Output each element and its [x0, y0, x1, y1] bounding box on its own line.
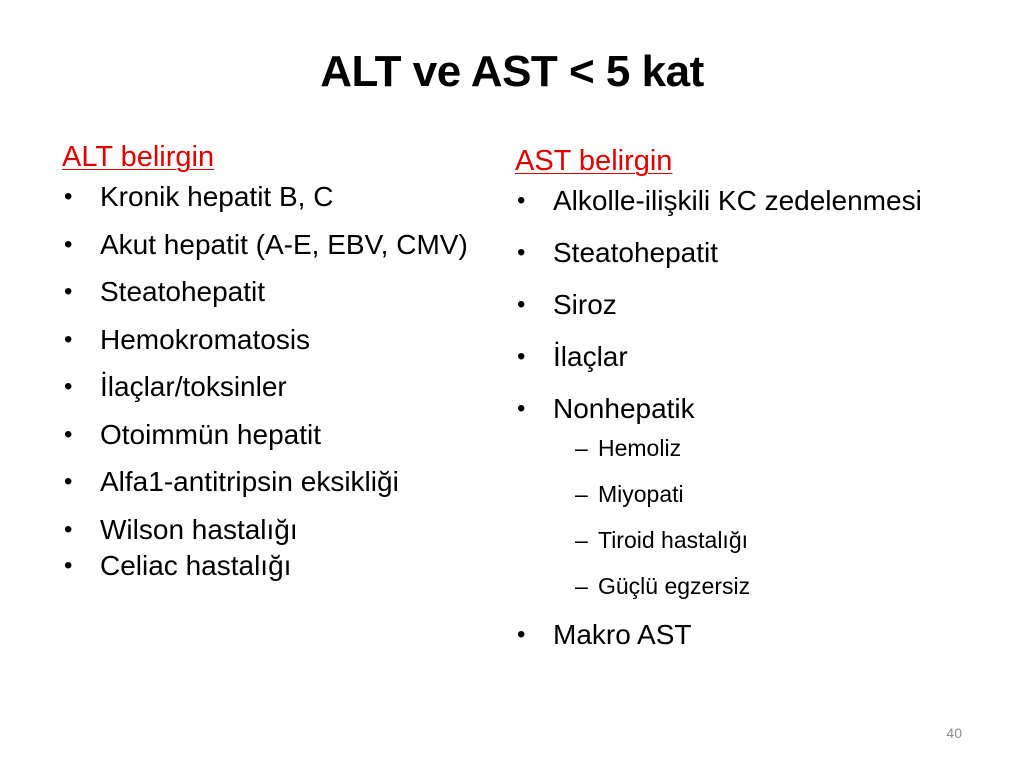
sub-list-item — [515, 526, 1005, 554]
list-item-text: Kronik hepatit B, C — [100, 181, 334, 212]
dash-icon: – — [575, 481, 588, 507]
bullet-icon: • — [517, 239, 526, 266]
bullet-icon: • — [64, 325, 73, 353]
bullet-icon: • — [517, 395, 526, 422]
bullet-icon: • — [517, 291, 526, 318]
bullet-icon: • — [64, 230, 73, 258]
slide-title: ALT ve AST < 5 kat — [320, 47, 704, 96]
bullet-icon: • — [64, 373, 73, 400]
list-item — [62, 549, 512, 583]
bullet-icon: • — [64, 551, 73, 579]
ast-list-end — [515, 618, 1005, 652]
page-number: 40 — [946, 725, 962, 741]
sub-list-item — [515, 572, 1005, 600]
bullet-icon: • — [64, 420, 73, 448]
bullet-icon: • — [64, 468, 73, 495]
bullet-icon: • — [64, 183, 73, 210]
alt-heading: ALT belirgin — [62, 141, 215, 173]
nonhepatik-sublist — [515, 434, 1005, 600]
list-item — [62, 228, 512, 262]
sub-list-item-text: Tiroid hastalığı — [598, 527, 748, 553]
list-item — [62, 513, 512, 547]
bullet-icon: • — [64, 515, 73, 543]
list-item — [515, 340, 1005, 374]
bullet-icon: • — [517, 343, 526, 370]
list-item-text: Steatohepatit — [100, 276, 266, 307]
alt-list — [62, 180, 512, 583]
list-item — [62, 323, 512, 357]
list-item-text: Alfa1-antitripsin eksikliği — [100, 466, 399, 497]
list-item-text: Nonhepatik — [553, 393, 695, 424]
list-item-text: Otoimmün hepatit — [100, 418, 321, 450]
list-item-text: Hemokromatosis — [100, 323, 311, 355]
list-item — [515, 392, 1005, 426]
list-item-text: Steatohepatit — [553, 237, 719, 268]
right-column — [515, 142, 1005, 670]
sub-list-item-text: Hemoliz — [598, 435, 682, 461]
sub-list-item — [515, 434, 1005, 462]
list-item — [515, 618, 1005, 652]
dash-icon: – — [575, 527, 588, 553]
ast-heading: AST belirgin — [515, 145, 673, 177]
list-item — [62, 370, 512, 404]
list-item — [62, 180, 512, 214]
left-column — [62, 138, 512, 596]
ast-list — [515, 184, 1005, 426]
list-item-text: İlaçlar — [553, 341, 628, 372]
sub-list-item-text: Güçlü egzersiz — [598, 573, 751, 599]
bullet-icon: • — [517, 621, 526, 648]
sub-list-item — [515, 480, 1005, 508]
list-item — [515, 184, 1005, 218]
list-item-text: Celiac hastalığı — [100, 549, 292, 581]
list-item — [515, 288, 1005, 322]
bullet-icon: • — [64, 278, 73, 305]
list-item — [62, 465, 512, 499]
list-item-text: İlaçlar/toksinler — [100, 371, 287, 402]
sub-list-item-text: Miyopati — [598, 481, 684, 507]
list-item — [515, 236, 1005, 270]
list-item-text: Akut hepatit (A-E, EBV, CMV) — [100, 228, 468, 260]
list-item-text: Siroz — [553, 289, 617, 320]
list-item — [62, 418, 512, 452]
list-item — [62, 275, 512, 309]
list-item-text: Wilson hastalığı — [100, 513, 298, 545]
dash-icon: – — [575, 573, 588, 599]
list-item-text: Alkolle-ilişkili KC zedelenmesi — [553, 185, 922, 216]
list-item-text: Makro AST — [553, 619, 692, 650]
dash-icon: – — [575, 435, 588, 461]
bullet-icon: • — [517, 187, 526, 214]
